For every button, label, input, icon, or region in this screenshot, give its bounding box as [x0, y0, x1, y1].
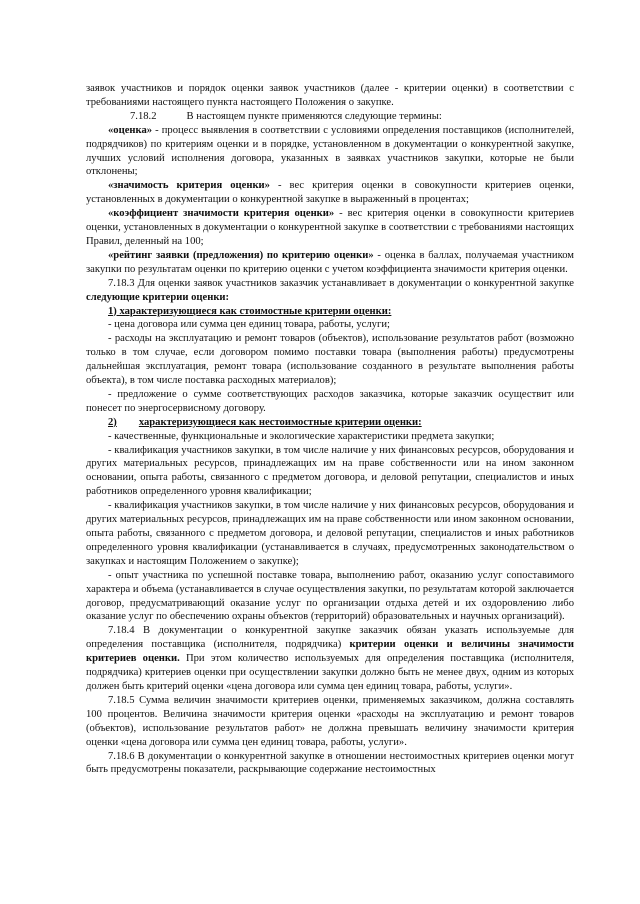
- term-definition: - процесс выявления в соответствии с условиями определения поставщиков (исполнителей, подрядчиков) по критериям оценки и в порядке, установленном в документации о конкурентной закупке, лучших условий исполнения договора, указанных в заявках участников закупки, которые не были отклонены;: [86, 124, 574, 178]
- clause-text: 7.18.3 Для оценки заявок участников заказчик устанавливает в документации о конкурентной закупке: [108, 277, 574, 289]
- paragraph-7-18-4: [86, 624, 574, 694]
- term-znachimost: [86, 179, 574, 207]
- list-item-cost-3: - предложение о сумме соответствующих расходов заказчика, которые заказчик осуществит или понесет по энергосервисному договору.: [86, 388, 574, 414]
- list-item-noncost-3: - квалификация участников закупки, в том числе наличие у них финансовых ресурсов, оборудования и других материальных ресурсов, принадлежащих им на праве собственности или ином законном основании, опыта работы, связанного с предметом договора, и деловой репутации, специалистов и иных работников определенного уровня квалификации (устанавливается в случаях, предусмотренных законодательством о закупках и настоящим Положением о закупке);: [86, 500, 574, 567]
- clause-number: 7.18.2: [130, 110, 157, 122]
- term-definition: - вес критерия оценки в совокупности критериев оценки, установленных в документации о конкурентной закупке в выраженный в процентах;: [86, 180, 574, 206]
- clause-text: В настоящем пункте применяются следующие термины:: [186, 110, 442, 122]
- term-name: «значимость критерия оценки»: [108, 180, 270, 192]
- term-koefficient: [86, 207, 574, 249]
- heading-number: 2): [108, 416, 117, 428]
- term-name: «коэффициент значимости критерия оценки»: [108, 208, 335, 220]
- term-name: «рейтинг заявки (предложения) по критерию оценки»: [108, 249, 374, 261]
- term-ocenka: [86, 124, 574, 180]
- list-item-noncost-2: - квалификация участников закупки, в том числе наличие у них финансовых ресурсов, оборудования и других материальных ресурсов, принадлежащих им на праве собственности или на ином законном основании, опыта работы, связанного с предметом договора, и деловой репутации, специалистов и иных работников определенного уровня квалификации;: [86, 444, 574, 498]
- list-item-cost-2: - расходы на эксплуатацию и ремонт товаров (объектов), использование результатов работ (возможно только в том случае, если договором помимо поставки товара (выполнения работы) предусмотрены дальнейшая эксплуатация, ремонт товара (использование созданного в результате выполнения работы объекта), в том числе поставка расходных материалов);: [86, 333, 574, 387]
- list-item-cost-1: - цена договора или сумма цен единиц товара, работы, услуги;: [108, 319, 390, 331]
- term-definition: - вес критерия оценки в совокупности критериев оценки, установленных в документации о конкурентной закупке в соответствии с требованиями настоящих Правил, деленный на 100;: [86, 208, 574, 247]
- clause-text: 7.18.4 В документации о конкурентной закупке заказчик обязан указать используемые для определения поставщика (исполнителя, подрядчика): [86, 625, 574, 651]
- paragraph-7-18-3: [86, 277, 574, 305]
- list-item-noncost-1: - качественные, функциональные и экологические характеристики предмета закупки;: [108, 430, 495, 442]
- list-item-noncost-4: - опыт участника по успешной поставке товара, выполнению работ, оказанию услуг сопоставимого характера и объема (устанавливается в случае осуществления закупки, по результатам которой заключается договор, предусматривающий оказание услуг по организации отдыха детей и их оздоровлению либо оказание услуг по обеспечению охраны объектов (территорий) образовательных и научных организаций).: [86, 569, 574, 623]
- paragraph-intro: заявок участников и порядок оценки заявок участников (далее - критерии оценки) в соответствии с требованиями настоящего пункта настоящего Положения о закупке.: [86, 83, 574, 108]
- term-reiting: [86, 249, 574, 277]
- heading-text: характеризующиеся как нестоимостные критерии оценки:: [138, 416, 422, 428]
- paragraph-7-18-6: 7.18.6 В документации о конкурентной закупке в отношении нестоимостных критериев оценки могут быть предусмотрены показатели, раскрывающие содержание нестоимостных: [86, 750, 574, 776]
- document-page: [86, 82, 574, 777]
- heading-noncost-criteria: [86, 416, 574, 430]
- clause-bold-text: следующие критерии оценки:: [86, 291, 230, 303]
- clause-bold-text: критерии оценки и величины значимости критериев оценки.: [86, 639, 574, 665]
- paragraph-7-18-2: [86, 110, 574, 124]
- heading-cost-criteria: 1) характеризующиеся как стоимостные критерии оценки:: [108, 305, 392, 317]
- term-definition: - оценка в баллах, получаемая участником закупки по результатам оценки по критерию оценки с учетом коэффициента значимости критерия оценки.: [86, 249, 574, 275]
- term-name: «оценка»: [108, 124, 153, 136]
- clause-text-continued: При этом количество используемых для определения поставщика (исполнителя, подрядчика) критериев оценки при осуществлении закупки должно быть не менее двух, одним из которых должен быть критерий оценки «цена договора или сумма цен единиц товара, работы, услуги».: [86, 653, 574, 692]
- paragraph-7-18-5: 7.18.5 Сумма величин значимости критериев оценки, применяемых заказчиком, должна составлять 100 процентов. Величина значимости критерия оценки «расходы на эксплуатацию и ремонт товаров (объектов), использование результатов работ» не должна превышать величину значимости критерия оценки «цена договора или сумма цен единиц товара, работы, услуги».: [86, 694, 574, 748]
